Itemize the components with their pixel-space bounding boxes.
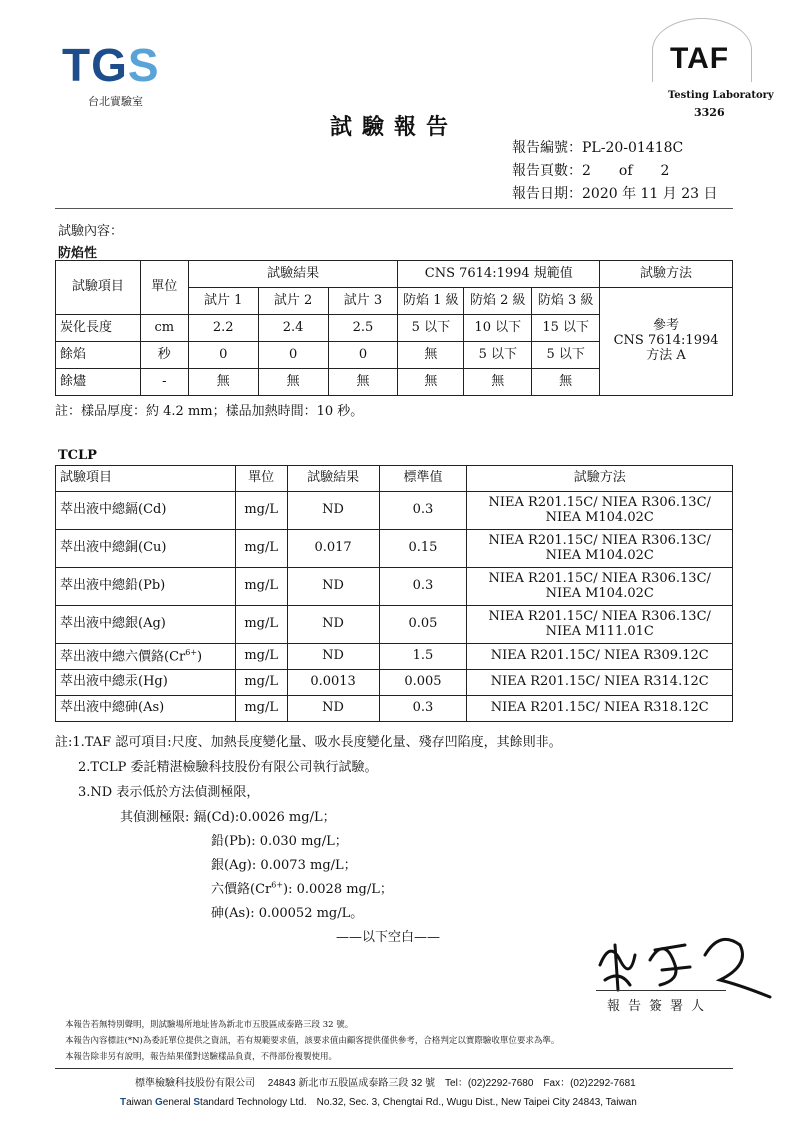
cap-g: G [155, 1097, 163, 1108]
cell-r3: 0 [328, 342, 398, 369]
note-2: 2.TCLP 委託精湛檢驗科技股份有限公司執行試驗。 [78, 760, 378, 775]
table-row [56, 696, 733, 722]
cap-t: T [120, 1097, 127, 1108]
cell-s3: 無 [532, 369, 600, 396]
cell-method: NIEA R201.15C/ NIEA R314.12C [467, 670, 733, 696]
cell-r1: 無 [188, 369, 258, 396]
cell-s1: 5 以下 [398, 315, 464, 342]
cell-method [467, 530, 733, 568]
th-result: 試驗結果 [287, 466, 379, 492]
cell-s1: 無 [398, 342, 464, 369]
cell-item: 餘燼 [56, 369, 141, 396]
method-line-2: NIEA M104.02C [545, 509, 654, 525]
cell-method [467, 492, 733, 530]
report-pages: 報告頁數：2 of 2 [512, 163, 670, 179]
th-standard: 標準值 [379, 466, 467, 492]
cell-result: ND [287, 492, 379, 530]
cell-r2: 2.4 [258, 315, 328, 342]
method-line-1: NIEA R201.15C/ NIEA R306.13C/ [488, 532, 711, 548]
superscript: 6+ [185, 647, 198, 657]
cell-standard: 1.5 [379, 644, 467, 670]
cell-result: ND [287, 568, 379, 606]
method-line-2: NIEA M111.01C [545, 623, 654, 639]
cell-method: NIEA R201.15C/ NIEA R309.12C [467, 644, 733, 670]
cell-r2: 無 [258, 369, 328, 396]
cell-item: 萃出液中總銅(Cu) [56, 530, 236, 568]
th-spec: CNS 7614:1994 規範值 [398, 261, 600, 288]
th-results: 試驗結果 [188, 261, 398, 288]
cell-item: 餘焰 [56, 342, 141, 369]
footer-note-2: 本報告內容標註(*N)為委託單位提供之資訊，若有規範要求值，該要求值由顧客提供僅供參考，合格判定以實際驗收單位要求為準。 [65, 1036, 560, 1046]
signature-line [596, 990, 726, 991]
detection-limit-cr [211, 878, 393, 897]
report-number: 報告編號：PL-20-01418C [512, 140, 684, 156]
content-label: 試驗內容： [58, 224, 124, 239]
cell-item: 萃出液中總銀(Ag) [56, 606, 236, 644]
th-method: 試驗方法 [600, 261, 733, 288]
method-line-1: NIEA R201.15C/ NIEA R306.13C/ [488, 494, 711, 510]
note-1: 註:1.TAF 認可項目:尺度、加熱長度變化量、吸水長度變化量、殘存凹陷度，其餘則非。 [55, 735, 562, 750]
cell-standard: 0.3 [379, 492, 467, 530]
divider [55, 208, 733, 209]
signature-drawing [590, 925, 780, 1000]
tgs-logo: TGS [62, 39, 160, 91]
method-cell [600, 288, 733, 396]
cell-item-close: ) [197, 649, 203, 665]
cell-s3: 5 以下 [532, 342, 600, 369]
th-grade-1: 防焰 1 級 [398, 288, 464, 315]
cell-item [56, 644, 236, 670]
table-row [56, 568, 733, 606]
en-rest: tandard Technology Ltd. No.32, Sec. 3, Chengtai Rd., Wugu Dist., New Taipei City 24843, Taiwan [200, 1097, 637, 1108]
table-row [56, 644, 733, 670]
cell-item: 炭化長度 [56, 315, 141, 342]
signatory-label: 報告簽署人 [607, 999, 713, 1014]
cell-standard: 0.005 [379, 670, 467, 696]
taf-lab-label: Testing Laboratory [668, 90, 774, 101]
flame-note: 註：樣品厚度：約 4.2 mm；樣品加熱時間：10 秒。 [55, 404, 364, 419]
cell-r1: 2.2 [188, 315, 258, 342]
th-sample-2: 試片 2 [258, 288, 328, 315]
th-item: 試驗項目 [56, 466, 236, 492]
taf-lab-number: 3326 [694, 106, 725, 119]
table-row [56, 492, 733, 530]
method-line-1: 參考 [653, 318, 680, 334]
th-grade-2: 防焰 2 級 [464, 288, 532, 315]
taf-logo: TAF [670, 42, 730, 75]
lab-name: 台北實驗室 [88, 95, 143, 108]
th-method: 試驗方法 [467, 466, 733, 492]
th-grade-3: 防焰 3 級 [532, 288, 600, 315]
cell-standard: 0.3 [379, 696, 467, 722]
cell-s1: 無 [398, 369, 464, 396]
cell-result: 0.017 [287, 530, 379, 568]
cell-unit: - [140, 369, 188, 396]
method-line-3: 方法 A [646, 347, 686, 363]
cell-unit: cm [140, 315, 188, 342]
cell-r3: 2.5 [328, 315, 398, 342]
superscript: 6+ [271, 880, 284, 890]
method-line-2: NIEA M104.02C [545, 547, 654, 563]
cell-item: 萃出液中總汞(Hg) [56, 670, 236, 696]
cell-item-text: 萃出液中總六價鉻(Cr [60, 649, 186, 665]
en-eneral: eneral [162, 1097, 194, 1108]
detection-limit-as: 砷(As): 0.00052 mg/L。 [211, 906, 364, 921]
cell-r3: 無 [328, 369, 398, 396]
en-aiwan: aiwan [126, 1097, 156, 1108]
th-sample-1: 試片 1 [188, 288, 258, 315]
cell-r2: 0 [258, 342, 328, 369]
footer-company-cn: 標準檢驗科技股份有限公司 24843 新北市五股區成泰路三段 32 號 Tel：(02)2292-7680 Fax：(02)2292-7681 [135, 1078, 636, 1089]
cap-s: S [193, 1097, 201, 1108]
taf-accreditation-mark [648, 18, 774, 138]
cell-method [467, 568, 733, 606]
cell-s2: 無 [464, 369, 532, 396]
method-line-2: NIEA M104.02C [545, 585, 654, 601]
cell-unit: 秒 [140, 342, 188, 369]
tclp-table [55, 465, 733, 722]
report-date: 報告日期：2020 年 11 月 23 日 [512, 186, 718, 202]
detection-limit-ag: 銀(Ag): 0.0073 mg/L； [211, 858, 357, 873]
cell-r1: 0 [188, 342, 258, 369]
cell-s2: 5 以下 [464, 342, 532, 369]
th-unit: 單位 [140, 261, 188, 315]
cell-unit: mg/L [235, 670, 287, 696]
cell-method [467, 606, 733, 644]
th-sample-3: 試片 3 [328, 288, 398, 315]
cell-standard: 0.3 [379, 568, 467, 606]
cell-method: NIEA R201.15C/ NIEA R318.12C [467, 696, 733, 722]
cell-item: 萃出液中總鉛(Pb) [56, 568, 236, 606]
cr-value: ): 0.0028 mg/L； [283, 882, 393, 897]
cell-result: ND [287, 606, 379, 644]
tclp-section-title: TCLP [58, 448, 97, 463]
method-line-1: NIEA R201.15C/ NIEA R306.13C/ [488, 570, 711, 586]
flame-table [55, 260, 733, 396]
cr-label: 六價鉻(Cr [211, 882, 272, 897]
footer-note-3: 本報告除非另有說明，報告結果僅對送驗樣品負責，不得部份複製使用。 [65, 1052, 338, 1062]
report-title: 試驗報告 [330, 114, 459, 140]
footer-divider [55, 1068, 733, 1069]
table-row [56, 530, 733, 568]
method-line-2: CNS 7614:1994 [613, 333, 719, 349]
detection-limit-cd: 其偵測極限: 鎘(Cd):0.0026 mg/L； [120, 810, 336, 825]
cell-unit: mg/L [235, 568, 287, 606]
footer-company-en [120, 1093, 637, 1108]
table-row [56, 606, 733, 644]
flame-section-title: 防焰性 [58, 246, 98, 261]
end-of-report: ——以下空白—— [336, 930, 441, 945]
cell-result: 0.0013 [287, 670, 379, 696]
th-item: 試驗項目 [56, 261, 141, 315]
cell-unit: mg/L [235, 696, 287, 722]
footer-note-1: 本報告若無特別聲明，則試驗場所地址皆為新北市五股區成泰路三段 32 號。 [65, 1020, 354, 1030]
cell-unit: mg/L [235, 644, 287, 670]
cell-unit: mg/L [235, 492, 287, 530]
note-3: 3.ND 表示低於方法偵測極限， [78, 785, 260, 800]
table-row [56, 670, 733, 696]
cell-unit: mg/L [235, 606, 287, 644]
method-line-1: NIEA R201.15C/ NIEA R306.13C/ [488, 608, 711, 624]
cell-s3: 15 以下 [532, 315, 600, 342]
cell-item: 萃出液中總砷(As) [56, 696, 236, 722]
cell-standard: 0.05 [379, 606, 467, 644]
cell-item: 萃出液中總鎘(Cd) [56, 492, 236, 530]
detection-limit-pb: 鉛(Pb): 0.030 mg/L； [211, 834, 348, 849]
th-unit: 單位 [235, 466, 287, 492]
cell-result: ND [287, 644, 379, 670]
cell-result: ND [287, 696, 379, 722]
cell-unit: mg/L [235, 530, 287, 568]
cell-s2: 10 以下 [464, 315, 532, 342]
cell-standard: 0.15 [379, 530, 467, 568]
